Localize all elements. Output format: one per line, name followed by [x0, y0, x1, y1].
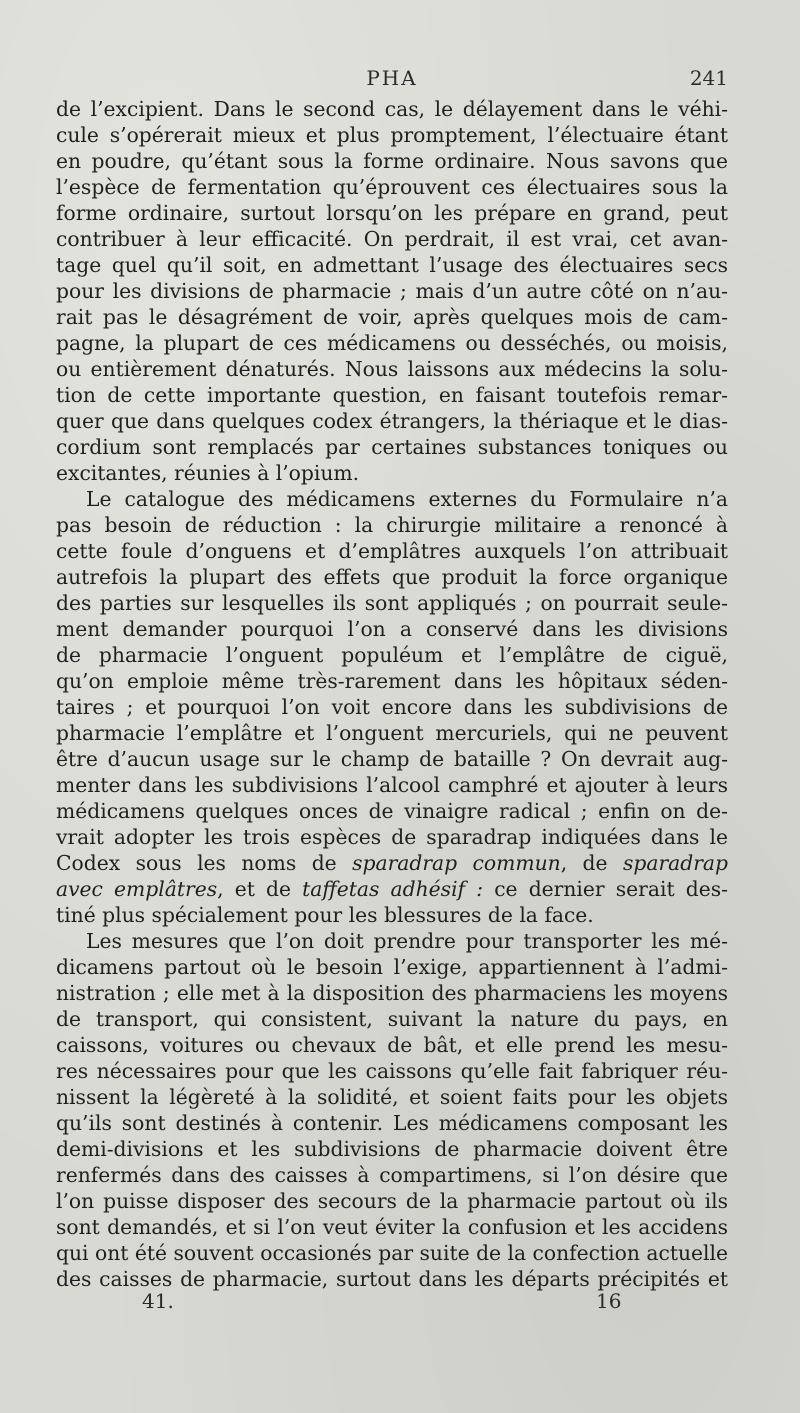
text-line: qui ont été souvent occasionés par suite de la confection actuelle	[56, 1241, 729, 1265]
text-line: quer que dans quelques codex étrangers, la thériaque et le dias-	[56, 409, 728, 433]
quire-number: 16	[596, 1289, 622, 1313]
text-line: ment demander pourquoi l’on a conservé dans les divisions	[56, 617, 728, 641]
running-head-title: PHA	[366, 66, 418, 90]
text-line: être d’aucun usage sur le champ de bataille ? On devrait aug-	[56, 747, 728, 771]
italic-term: sparadrap	[622, 851, 728, 875]
text-line: tiné plus spécialement pour les blessures de la face.	[56, 903, 594, 927]
text-line: tage quel qu’il soit, en admettant l’usage des électuaires secs	[56, 253, 728, 277]
page-footer	[56, 1289, 728, 1319]
text-line: cordium sont remplacés par certaines substances toniques ou	[56, 435, 728, 459]
text-line: tion de cette importante question, en faisant toutefois remar-	[56, 383, 728, 407]
text-line: pas besoin de réduction : la chirurgie militaire a renoncé à	[56, 513, 728, 537]
text-line: demi-divisions et les subdivisions de pharmacie doivent être	[56, 1137, 728, 1161]
text-run: Codex sous les noms de	[56, 851, 337, 875]
text-line: caissons, voitures ou chevaux de bât, et elle prend les mesu-	[56, 1033, 728, 1057]
text-line: médicamens quelques onces de vinaigre radical ; enfin on de-	[56, 799, 728, 823]
text-line: qu’ils sont destinés à contenir. Les médicamens composant les	[56, 1111, 728, 1135]
text-line: excitantes, réunies à l’opium.	[56, 461, 360, 485]
text-line: des caisses de pharmacie, surtout dans les départs précipités et	[56, 1267, 728, 1291]
text-line: contribuer à leur efficacité. On perdrait, il est vrai, cet avan-	[56, 227, 728, 251]
italic-term: avec emplâtres	[56, 877, 218, 901]
text-line: de transport, qui consistent, suivant la nature du pays, en	[56, 1007, 728, 1031]
text-line: Les mesures que l’on doit prendre pour transporter les mé-	[86, 929, 728, 953]
text-line: res nécessaires pour que les caissons qu’elle fait fabriquer réu-	[56, 1059, 728, 1083]
text-line: pour les divisions de pharmacie ; mais d’un autre côté on n’au-	[56, 279, 728, 303]
text-line: cule s’opérerait mieux et plus promptement, l’électuaire étant	[56, 123, 728, 147]
text-run: ce dernier serait des-	[494, 877, 728, 901]
text-line: Le catalogue des médicamens externes du Formulaire n’a	[86, 487, 728, 511]
text-line: pharmacie l’emplâtre et l’onguent mercuriels, qui ne peuvent	[56, 721, 728, 745]
italic-term: taffetas adhésif :	[302, 877, 484, 901]
text-line: renfermés dans des caisses à compartimens, si l’on désire que	[56, 1163, 728, 1187]
text-line: autrefois la plupart des effets que produit la force organique	[56, 565, 728, 589]
text-line: forme ordinaire, surtout lorsqu’on les prépare en grand, peut	[56, 201, 728, 225]
text-line: nissent la légèreté à la solidité, et soient faits pour les objets	[56, 1085, 728, 1109]
text-line: de pharmacie l’onguent populéum et l’emplâtre de ciguë,	[56, 643, 728, 667]
page-number: 241	[689, 66, 728, 90]
text-run: , et de	[217, 877, 291, 901]
text-line: cette foule d’onguens et d’emplâtres auxquels l’on attribuait	[56, 539, 728, 563]
text-run: , de	[560, 851, 608, 875]
text-line: vrait adopter les trois espèces de sparadrap indiquées dans le	[56, 825, 728, 849]
text-line: taires ; et pourquoi l’on voit encore dans les subdivisions de	[56, 695, 728, 719]
text-line: en poudre, qu’étant sous la forme ordinaire. Nous savons que	[56, 149, 728, 173]
text-line: l’espèce de fermentation qu’éprouvent ces électuaires sous la	[56, 175, 728, 199]
text-line: dicamens partout où le besoin l’exige, appartiennent à l’admi-	[56, 955, 728, 979]
text-line: nistration ; elle met à la disposition des pharmaciens les moyens	[56, 981, 728, 1005]
text-line: qu’on emploie même très-rarement dans les hôpitaux séden-	[56, 669, 728, 693]
italic-term: sparadrap commun	[352, 851, 561, 875]
text-line-mixed	[56, 876, 728, 902]
text-line: ou entièrement dénaturés. Nous laissons aux médecins la solu-	[56, 357, 728, 381]
text-line: menter dans les subdivisions l’alcool camphré et ajouter à leurs	[56, 773, 728, 797]
text-line: des parties sur lesquelles ils sont appliqués ; on pourrait seule-	[56, 591, 728, 615]
signature-mark: 41.	[142, 1289, 174, 1313]
text-line: de l’excipient. Dans le second cas, le délayement dans le véhi-	[56, 97, 728, 121]
body-text	[56, 96, 728, 1292]
text-line: rait pas le désagrément de voir, après quelques mois de cam-	[56, 305, 728, 329]
text-line-mixed	[56, 850, 728, 876]
text-line: pagne, la plupart de ces médicamens ou desséchés, ou moisis,	[56, 331, 728, 355]
text-line: sont demandés, et si l’on veut éviter la confusion et les accidens	[56, 1215, 728, 1239]
running-head	[56, 66, 728, 96]
text-line: l’on puisse disposer des secours de la pharmacie partout où ils	[56, 1189, 728, 1213]
